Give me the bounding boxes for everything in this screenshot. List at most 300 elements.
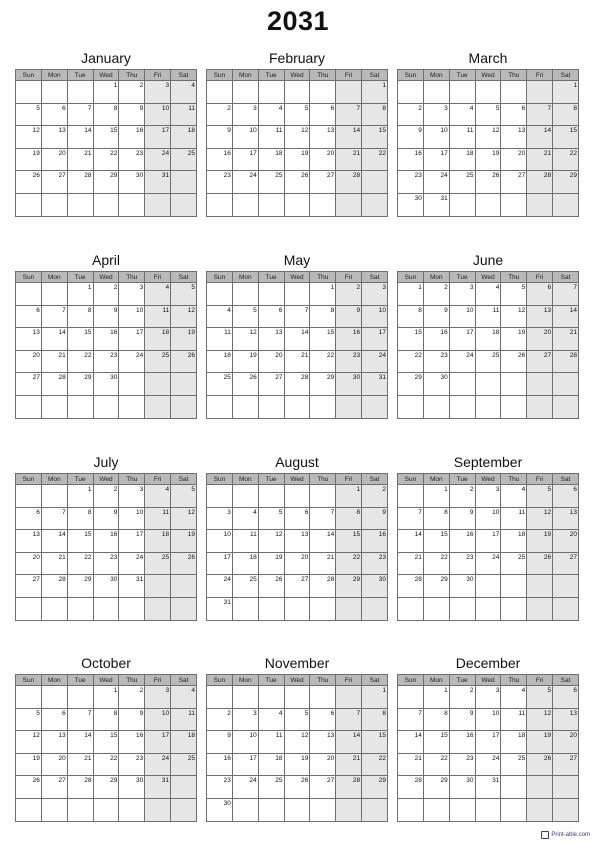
- day-number: 11: [162, 306, 170, 314]
- day-cell: [171, 753, 197, 776]
- day-cell: [284, 485, 310, 508]
- weekday-header: Wed: [284, 70, 310, 81]
- day-number: 17: [135, 531, 144, 539]
- day-number: 4: [521, 687, 526, 694]
- day-number: 1: [87, 486, 92, 493]
- weekday-header: Thu: [119, 70, 145, 81]
- day-cell: [16, 395, 42, 418]
- day-number: 29: [352, 576, 361, 584]
- day-cell: [398, 373, 424, 396]
- day-cell: [398, 171, 424, 194]
- day-cell: [258, 81, 284, 104]
- day-cell: [527, 305, 553, 328]
- day-cell: [336, 798, 362, 821]
- month-9: [397, 451, 579, 621]
- week-row: [207, 126, 388, 149]
- day-cell: [41, 597, 67, 620]
- day-cell: [16, 350, 42, 373]
- month-3: [397, 47, 579, 217]
- day-number: 25: [223, 374, 231, 382]
- week-row: [207, 305, 388, 328]
- day-number: 4: [191, 82, 195, 89]
- week-row: [398, 708, 579, 731]
- weekday-header: Mon: [41, 675, 67, 686]
- day-number: 3: [495, 486, 500, 493]
- day-number: 30: [414, 194, 422, 202]
- weekday-header: Thu: [119, 474, 145, 485]
- day-number: 8: [444, 508, 448, 516]
- week-row: [207, 373, 388, 396]
- day-cell: [207, 597, 233, 620]
- day-number: 18: [466, 149, 474, 157]
- day-cell: [207, 575, 233, 598]
- weekday-header: Sun: [207, 70, 233, 81]
- day-cell: [398, 148, 424, 171]
- day-cell: [145, 507, 171, 530]
- day-number: 21: [569, 329, 577, 337]
- day-cell: [310, 575, 336, 598]
- week-row: [207, 776, 388, 799]
- day-number: 16: [466, 732, 474, 740]
- week-row: [398, 530, 579, 553]
- day-number: 13: [326, 732, 335, 740]
- day-number: 2: [444, 284, 448, 291]
- day-number: 5: [304, 709, 309, 717]
- day-cell: [310, 530, 336, 553]
- day-number: 22: [378, 149, 386, 157]
- day-cell: [258, 171, 284, 194]
- day-number: 13: [569, 709, 577, 717]
- day-cell: [232, 103, 258, 126]
- weekday-header: Thu: [310, 474, 336, 485]
- day-number: 8: [330, 306, 335, 314]
- day-number: 19: [32, 149, 40, 157]
- weekday-header: Wed: [475, 70, 501, 81]
- day-cell: [67, 126, 93, 149]
- day-number: 31: [161, 172, 170, 180]
- day-cell: [41, 798, 67, 821]
- week-row: [16, 193, 197, 216]
- day-cell: [119, 731, 145, 754]
- day-cell: [41, 328, 67, 351]
- day-number: 1: [113, 687, 118, 694]
- day-number: 19: [301, 754, 309, 762]
- day-cell: [475, 552, 501, 575]
- day-number: 4: [278, 104, 283, 112]
- day-number: 28: [84, 172, 92, 180]
- day-number: 22: [110, 754, 118, 762]
- day-cell: [449, 171, 475, 194]
- day-cell: [145, 575, 171, 598]
- day-cell: [310, 283, 336, 306]
- day-cell: [501, 731, 527, 754]
- day-number: 19: [543, 732, 552, 740]
- day-cell: [16, 708, 42, 731]
- day-cell: [67, 305, 93, 328]
- day-cell: [553, 395, 579, 418]
- day-cell: [310, 81, 336, 104]
- day-number: 8: [113, 709, 118, 717]
- day-number: 12: [32, 127, 40, 135]
- day-number: 12: [543, 508, 552, 516]
- week-row: [207, 530, 388, 553]
- day-number: 12: [517, 306, 526, 314]
- day-cell: [93, 552, 119, 575]
- day-cell: [284, 708, 310, 731]
- month-name: January: [81, 50, 131, 66]
- day-cell: [423, 485, 449, 508]
- day-number: 6: [278, 306, 283, 314]
- day-number: 8: [382, 709, 386, 717]
- day-cell: [362, 708, 388, 731]
- weekday-header: Sun: [16, 675, 42, 686]
- day-cell: [475, 507, 501, 530]
- day-number: 2: [113, 284, 118, 291]
- day-cell: [449, 305, 475, 328]
- day-number: 30: [352, 374, 361, 382]
- day-number: 2: [382, 486, 386, 493]
- day-cell: [362, 103, 388, 126]
- day-number: 6: [573, 486, 577, 493]
- day-cell: [93, 328, 119, 351]
- day-cell: [232, 350, 258, 373]
- day-cell: [232, 597, 258, 620]
- day-cell: [232, 686, 258, 709]
- day-number: 19: [492, 149, 500, 157]
- day-cell: [553, 708, 579, 731]
- day-cell: [423, 148, 449, 171]
- day-cell: [16, 731, 42, 754]
- day-cell: [336, 148, 362, 171]
- day-cell: [119, 686, 145, 709]
- day-cell: [398, 81, 424, 104]
- day-cell: [207, 395, 233, 418]
- day-number: 13: [301, 531, 309, 539]
- day-number: 26: [517, 351, 526, 359]
- day-cell: [67, 798, 93, 821]
- day-cell: [527, 283, 553, 306]
- day-number: 10: [492, 709, 500, 717]
- day-number: 25: [275, 777, 283, 785]
- day-cell: [145, 686, 171, 709]
- day-cell: [527, 753, 553, 776]
- day-cell: [171, 171, 197, 194]
- day-cell: [501, 395, 527, 418]
- month-name: April: [91, 252, 120, 268]
- day-number: 1: [444, 486, 448, 493]
- day-cell: [449, 731, 475, 754]
- day-number: 6: [36, 306, 40, 314]
- day-cell: [362, 597, 388, 620]
- day-cell: [527, 708, 553, 731]
- weekday-header: Fri: [527, 675, 553, 686]
- weekday-header: Fri: [145, 70, 171, 81]
- day-cell: [310, 305, 336, 328]
- day-cell: [423, 753, 449, 776]
- day-cell: [527, 575, 553, 598]
- day-cell: [119, 148, 145, 171]
- day-cell: [119, 708, 145, 731]
- day-cell: [362, 552, 388, 575]
- day-cell: [93, 148, 119, 171]
- day-cell: [171, 552, 197, 575]
- week-row: [16, 485, 197, 508]
- day-cell: [67, 575, 93, 598]
- day-number: 21: [352, 754, 361, 762]
- week-row: [398, 753, 579, 776]
- day-cell: [145, 731, 171, 754]
- day-number: 16: [110, 531, 118, 539]
- day-number: 10: [466, 306, 474, 314]
- day-cell: [93, 753, 119, 776]
- day-number: 7: [356, 709, 361, 717]
- day-cell: [501, 575, 527, 598]
- day-cell: [362, 193, 388, 216]
- day-number: 15: [110, 732, 118, 740]
- day-number: 11: [249, 531, 257, 539]
- day-number: 29: [326, 374, 335, 382]
- day-number: 3: [382, 284, 386, 291]
- weekday-header: Wed: [475, 272, 501, 283]
- day-number: 24: [440, 172, 448, 180]
- day-cell: [553, 485, 579, 508]
- day-number: 22: [84, 553, 92, 561]
- day-cell: [119, 507, 145, 530]
- day-cell: [67, 686, 93, 709]
- day-number: 13: [275, 329, 283, 337]
- day-number: 25: [517, 553, 526, 561]
- day-number: 20: [569, 732, 577, 740]
- day-cell: [284, 193, 310, 216]
- day-cell: [284, 373, 310, 396]
- day-number: 25: [187, 149, 195, 157]
- day-number: 28: [414, 576, 422, 584]
- day-number: 1: [418, 284, 422, 291]
- day-cell: [171, 731, 197, 754]
- day-cell: [171, 148, 197, 171]
- day-number: 17: [161, 127, 170, 135]
- day-cell: [284, 148, 310, 171]
- month-name: August: [275, 454, 319, 470]
- day-cell: [258, 798, 284, 821]
- day-cell: [553, 350, 579, 373]
- day-number: 9: [469, 508, 474, 516]
- day-number: 17: [161, 732, 170, 740]
- day-cell: [398, 798, 424, 821]
- day-number: 8: [356, 508, 361, 516]
- day-number: 11: [162, 508, 170, 516]
- day-cell: [475, 731, 501, 754]
- weekday-header: Tue: [67, 474, 93, 485]
- day-number: 15: [414, 329, 422, 337]
- day-number: 23: [440, 351, 448, 359]
- day-cell: [336, 103, 362, 126]
- weekday-header: Sat: [362, 70, 388, 81]
- day-number: 18: [492, 329, 500, 337]
- day-cell: [336, 171, 362, 194]
- weekday-header: Tue: [67, 70, 93, 81]
- weekday-header: Fri: [527, 70, 553, 81]
- day-cell: [423, 597, 449, 620]
- day-cell: [16, 81, 42, 104]
- day-number: 29: [440, 777, 448, 785]
- day-cell: [67, 552, 93, 575]
- day-cell: [171, 507, 197, 530]
- day-cell: [258, 485, 284, 508]
- day-number: 29: [110, 777, 118, 785]
- day-number: 4: [191, 687, 195, 694]
- day-cell: [16, 148, 42, 171]
- day-cell: [207, 373, 233, 396]
- day-cell: [553, 776, 579, 799]
- week-row: [207, 283, 388, 306]
- day-number: 25: [161, 351, 170, 359]
- week-row: [16, 395, 197, 418]
- day-cell: [553, 575, 579, 598]
- day-cell: [553, 171, 579, 194]
- day-number: 9: [418, 127, 422, 135]
- day-number: 13: [58, 732, 66, 740]
- day-cell: [207, 686, 233, 709]
- weekday-header: Thu: [310, 70, 336, 81]
- weekday-header: Tue: [258, 474, 284, 485]
- day-cell: [119, 753, 145, 776]
- day-cell: [449, 708, 475, 731]
- week-row: [16, 530, 197, 553]
- week-row: [398, 798, 579, 821]
- week-row: [207, 597, 388, 620]
- month-5: [206, 249, 388, 419]
- weekday-header: Mon: [41, 70, 67, 81]
- weekday-header: Thu: [501, 675, 527, 686]
- day-cell: [449, 148, 475, 171]
- month-7: [15, 451, 197, 621]
- day-cell: [501, 103, 527, 126]
- day-cell: [336, 328, 362, 351]
- day-cell: [171, 350, 197, 373]
- day-number: 10: [135, 508, 144, 516]
- day-cell: [336, 81, 362, 104]
- day-cell: [553, 126, 579, 149]
- week-row: [207, 148, 388, 171]
- month-grid: [206, 271, 388, 419]
- weekday-header: Sat: [553, 474, 579, 485]
- day-number: 23: [466, 553, 474, 561]
- day-cell: [258, 686, 284, 709]
- week-row: [207, 328, 388, 351]
- day-cell: [207, 171, 233, 194]
- day-cell: [336, 686, 362, 709]
- day-cell: [258, 575, 284, 598]
- day-cell: [527, 148, 553, 171]
- weekday-header: Sat: [553, 272, 579, 283]
- day-cell: [93, 597, 119, 620]
- week-row: [16, 81, 197, 104]
- day-cell: [93, 126, 119, 149]
- day-cell: [423, 373, 449, 396]
- day-cell: [362, 686, 388, 709]
- day-cell: [207, 507, 233, 530]
- day-number: 9: [113, 508, 118, 516]
- day-number: 7: [62, 306, 66, 314]
- month-grid: [397, 271, 579, 419]
- day-cell: [67, 530, 93, 553]
- day-number: 8: [444, 709, 448, 717]
- day-number: 28: [326, 576, 335, 584]
- day-cell: [501, 530, 527, 553]
- week-row: [16, 686, 197, 709]
- day-cell: [336, 373, 362, 396]
- day-number: 6: [330, 104, 335, 112]
- weekday-header: Mon: [423, 272, 449, 283]
- day-cell: [362, 81, 388, 104]
- month-name: March: [468, 50, 508, 66]
- day-number: 15: [84, 329, 92, 337]
- weekday-header: Sun: [207, 675, 233, 686]
- day-cell: [501, 485, 527, 508]
- day-number: 17: [249, 149, 257, 157]
- day-cell: [398, 103, 424, 126]
- weekday-header: Thu: [501, 70, 527, 81]
- day-cell: [232, 305, 258, 328]
- day-cell: [423, 328, 449, 351]
- day-cell: [475, 686, 501, 709]
- week-row: [398, 193, 579, 216]
- day-number: 11: [275, 732, 283, 740]
- day-cell: [232, 193, 258, 216]
- day-cell: [67, 597, 93, 620]
- day-cell: [207, 328, 233, 351]
- day-number: 3: [165, 687, 170, 694]
- day-number: 26: [301, 777, 309, 785]
- day-cell: [336, 753, 362, 776]
- day-cell: [501, 126, 527, 149]
- day-number: 22: [569, 149, 577, 157]
- day-cell: [41, 575, 67, 598]
- day-number: 30: [135, 172, 144, 180]
- weekday-header: Tue: [449, 272, 475, 283]
- day-cell: [258, 373, 284, 396]
- day-cell: [16, 753, 42, 776]
- day-cell: [553, 731, 579, 754]
- day-cell: [16, 126, 42, 149]
- weekday-header: Fri: [145, 272, 171, 283]
- day-cell: [207, 350, 233, 373]
- footer-logo-text: Print-able.com: [551, 832, 590, 838]
- day-cell: [119, 103, 145, 126]
- day-number: 26: [492, 172, 500, 180]
- day-number: 2: [139, 82, 144, 89]
- day-cell: [16, 328, 42, 351]
- day-cell: [145, 753, 171, 776]
- month-2: [206, 47, 388, 217]
- day-cell: [527, 350, 553, 373]
- day-number: 21: [84, 149, 92, 157]
- day-number: 20: [517, 149, 526, 157]
- day-cell: [449, 686, 475, 709]
- day-number: 12: [32, 732, 40, 740]
- day-cell: [423, 193, 449, 216]
- day-number: 14: [352, 732, 361, 740]
- day-cell: [527, 193, 553, 216]
- weekday-header: Mon: [232, 675, 258, 686]
- weekday-header: Fri: [527, 272, 553, 283]
- day-number: 14: [326, 531, 335, 539]
- week-row: [398, 81, 579, 104]
- day-number: 5: [547, 486, 552, 493]
- week-row: [398, 305, 579, 328]
- day-cell: [284, 575, 310, 598]
